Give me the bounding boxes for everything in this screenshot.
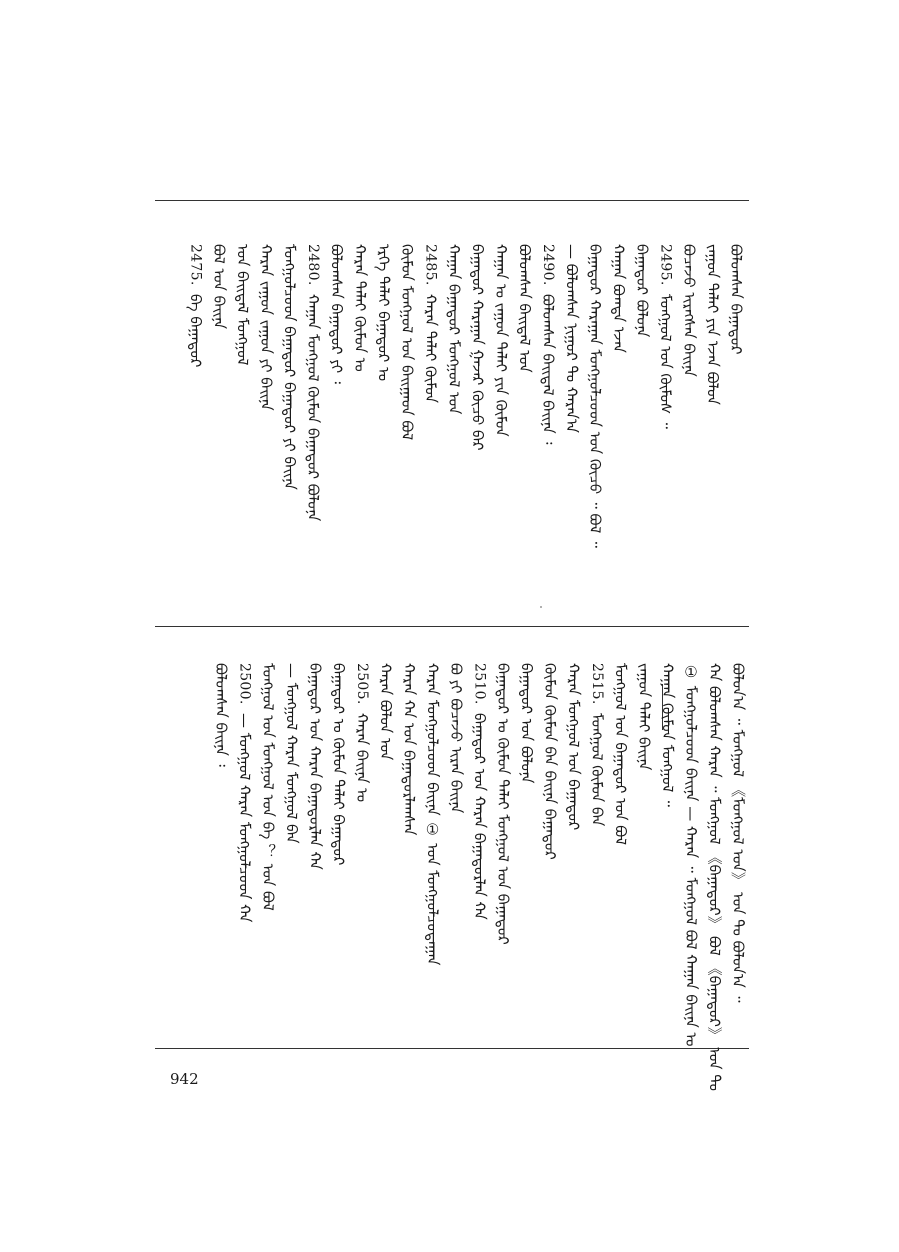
verse-line xyxy=(279,244,301,490)
verse-text: ᠬᠠᠭᠠᠨ ᠪᠣᠭᠳᠠ ᠡᠵᠡᠨ xyxy=(609,244,628,353)
verse-line xyxy=(563,663,585,830)
verse-line xyxy=(420,244,442,403)
verse-text: ᠪᠣᠯᠤᠭᠰᠠᠨ ᠪᠠᠢᠨᠠ ᠄ xyxy=(212,663,230,767)
verse-text: ᠬᠠᠷᠠᠨ ᠪᠠᠢᠨᠠ ᠤ xyxy=(353,712,371,802)
verse-text: ① ᠮᠣᠩᠭᠣᠯᠴᠤᠳ ᠪᠠᠢᠨᠠ — ᠬᠠᠷᠠᠨ ᠃ ᠮᠣᠩᠭᠣᠯ ᠪᠣᠯ ᠬᠠᠭᠠᠨ ᠪᠠᠢᠨᠠ ᠤ xyxy=(682,663,700,1047)
verse-line xyxy=(255,244,277,411)
verse-text: ᠮᠣᠩᠭᠣᠯ ᠤᠨ ᠬᠦᠮᠦᠰ ᠃ xyxy=(656,293,675,429)
verse-text: ᠪᠣᠯᠤᠭᠰᠠᠨ ᠪᠠᠭᠠᠳᠤᠷ ᠶᠢ ᠄ xyxy=(327,244,346,384)
verse-line xyxy=(445,663,467,813)
verse-line xyxy=(326,244,348,384)
verse-line xyxy=(328,663,350,865)
verse-line xyxy=(586,663,608,826)
line-number: 2480. xyxy=(305,244,321,286)
line-number: 2490. xyxy=(540,244,556,286)
verse-text: ᠬᠠᠭᠠᠨ ᠮᠣᠩᠭᠣᠯ ᠬᠦᠮᠦᠨ ᠪᠠᠭᠠᠳᠤᠷ ᠪᠣᠯᠤᠨᠠ xyxy=(304,293,322,521)
line-number: 2500. xyxy=(236,663,253,705)
verse-text: ᠪᠠᠭᠠᠳᠤᠷ ᠤᠨ ᠬᠠᠷᠠᠨ ᠪᠠᠭᠠᠳᠤᠷᠯᠠᠨ ᠬᠠ xyxy=(306,663,324,870)
verse-line xyxy=(351,663,373,802)
verse-line xyxy=(185,244,207,367)
verse-text: ᠪᠠᠭᠠᠳᠤᠷ ᠤᠨ ᠪᠣᠯᠤᠨᠠ xyxy=(517,663,536,784)
verse-text: ᠬᠦᠮᠦᠨ ᠮᠣᠩᠭᠣᠯ ᠤᠨ ᠪᠠᠢᠭᠠᠳ ᠪᠣᠯ xyxy=(398,244,416,441)
verse-text: ᠪᠠᠭᠠᠳᠤᠷ ᠬᠠᠷᠠᠭᠠᠨ ᠭᠠᠵᠠᠷ ᠬᠦᠴᠦ ᠪᠡᠷ xyxy=(468,244,487,451)
verse-line xyxy=(610,663,632,845)
verse-text: ᠤᠨ ᠪᠠᠢᠳᠠᠯ ᠮᠣᠩᠭᠣᠯ xyxy=(233,244,252,366)
verse-text: ᠮᠣᠩᠭᠣᠯ ᠤᠨ ᠮᠣᠩᠭᠣᠯ ᠤᠨ ᠪᠠ ？ ᠤᠨ ᠪᠣᠯ xyxy=(259,663,277,911)
verse-text: ᠬᠠᠷᠠᠨ ᠮᠣᠩᠭᠣᠯᠴᠤᠳ ᠪᠠᠢᠨᠠ ① ᠤᠨ ᠮᠣᠩᠭᠣᠯᠴᠤᠳᠠᠭᠠᠨ xyxy=(423,663,442,966)
verse-text: ᠪᠣᠯᠤᠭᠰᠠᠨ ᠪᠠᠭᠠᠳᠤᠷ xyxy=(727,244,745,355)
verse-text: ᠵᠠᠭᠤᠨ ᠳᠠᠯᠠᠢ ᠪᠠᠢᠨᠠ xyxy=(635,663,653,771)
verse-text: ᠬᠠᠷᠠᠨ ᠮᠣᠩᠭᠣᠯ ᠤᠨ ᠪᠠᠭᠠᠳᠤᠷ xyxy=(564,663,583,831)
verse-text: ᠪᠣᠯ ᠤᠨ ᠪᠠᠢᠨᠠ xyxy=(210,244,228,330)
verse-text: ᠬᠠᠷᠠᠨ ᠳᠠᠯᠠᠢ ᠬᠦᠮᠦᠨ xyxy=(421,293,440,403)
verse-line xyxy=(657,663,679,807)
verse-text: ᠪᠤ ᠶᠢ ᠪᠤᠴᠠᠵᠤ ᠢᠷᠡᠨ ᠪᠠᠢᠨᠠ xyxy=(447,663,465,814)
verse-text: ᠪᠠ ᠪᠠᠭᠠᠳᠤᠷ xyxy=(186,293,205,367)
bottom-rule xyxy=(155,1048,749,1049)
verse-line xyxy=(516,663,538,783)
verse-line xyxy=(514,244,536,373)
verse-text: ᠪᠣᠯᠤᠭᠰᠠᠨ ᠪᠠᠢᠳᠠᠯ ᠤᠨ xyxy=(515,244,534,373)
verse-text: ᠬᠠᠷᠠᠨ ᠵᠠᠭᠤᠨ ᠵᠠᠭᠤᠨ ᠶᠢ ᠪᠠᠢᠨᠠ xyxy=(257,244,275,411)
verse-text: ᠪᠣᠯᠤᠭᠰᠠᠨ ᠪᠠᠢᠳᠠᠯ ᠪᠠᠢᠨᠠ ᠄ xyxy=(539,293,557,445)
verse-text: ᠡᠷᠬᠡ ᠳᠠᠯᠠᠢ ᠪᠠᠭᠠᠳᠤᠷ ᠤ xyxy=(374,244,393,382)
verse-line xyxy=(469,663,491,919)
verse-line xyxy=(561,244,583,433)
line-number: 2510. xyxy=(471,663,488,705)
verse-text: ᠬᠠᠭᠠᠨ ᠬᠦᠮᠦᠨ ᠮᠣᠩᠭᠣᠯ ᠃ xyxy=(658,663,677,807)
verse-line xyxy=(492,663,514,945)
verse-line xyxy=(678,244,700,377)
line-number: 2495. xyxy=(657,244,674,286)
verse-text: ᠪᠠᠭᠠᠳᠤᠷ ᠤ ᠬᠦᠮᠦᠨ ᠳᠠᠯᠠᠢ ᠪᠠᠭᠠᠳᠤᠷ xyxy=(329,663,348,866)
line-number: 2505. xyxy=(354,663,370,705)
verse-line xyxy=(631,244,653,337)
verse-text: ᠮᠣᠩᠭᠣᠯ ᠤᠨ ᠪᠠᠭᠠᠳᠤᠷ ᠤᠨ ᠪᠣᠯ xyxy=(611,663,630,846)
verse-line xyxy=(234,663,256,922)
verse-line xyxy=(210,663,232,767)
verse-line xyxy=(257,663,279,911)
verse-line xyxy=(304,663,326,870)
line-number: 2485. xyxy=(422,244,439,286)
verse-line xyxy=(725,244,747,355)
verse-text: ᠬᠠᠭᠠᠨ ᠤ ᠵᠠᠭᠤᠨ ᠳᠠᠯᠠᠢ ᠶᠢᠨ ᠬᠦᠮᠦᠨ xyxy=(492,244,510,437)
page-number: 942 xyxy=(170,1070,199,1088)
verse-line xyxy=(680,663,702,1047)
verse-text: ᠪᠤᠴᠠᠵᠤ ᠢᠷᠡᠭᠰᠡᠨ ᠪᠠᠢᠨᠠ xyxy=(680,244,698,377)
verse-line xyxy=(584,244,606,548)
verse-line xyxy=(208,244,230,329)
verse-text: ᠪᠠᠭᠠᠳᠤᠷ ᠤᠨ ᠬᠠᠷᠠᠨ ᠪᠠᠭᠠᠳᠤᠷᠯᠠᠨ ᠬᠠ xyxy=(470,712,489,920)
verse-line xyxy=(302,244,324,521)
verse-text: — ᠮᠣᠩᠭᠣᠯ ᠬᠠᠷᠠᠨ ᠮᠣᠩᠭᠣᠯ ᠪᠠᠨ xyxy=(282,663,301,844)
verse-line xyxy=(537,244,559,444)
verse-line xyxy=(633,663,655,770)
verse-text: ᠬᠠ ᠪᠣᠯᠤᠭᠰᠠᠨ ᠬᠠᠷᠠᠨ ᠃ ᠮᠣᠩᠭᠣᠯ 《ᠪᠠᠭᠠᠳᠤᠷ》 ᠪᠣᠯ 《ᠪᠠᠭᠠᠳᠤᠷ》 ᠤᠨ ᠲᠤ xyxy=(705,663,724,1091)
verse-text: ᠪᠠᠭᠠᠳᠤᠷ ᠪᠣᠯᠤᠨᠠ xyxy=(633,244,651,338)
verse-line xyxy=(396,244,418,440)
verse-text: ᠬᠠᠷᠠᠨ ᠪᠣᠯᠤᠨ ᠤᠨ xyxy=(376,663,395,761)
line-number: 2515. xyxy=(589,663,605,705)
verse-line xyxy=(375,663,397,760)
verse-line xyxy=(281,663,303,843)
verse-line xyxy=(727,663,749,1002)
verse-text: ᠮᠣᠩᠭᠣᠯᠴᠤᠳ ᠪᠠᠭᠠᠳᠤᠷ ᠪᠠᠭᠠᠳᠤᠷ ᠶᠢ ᠪᠠᠢᠨᠠ xyxy=(280,244,299,490)
verse-line xyxy=(539,663,561,860)
verse-text: ᠬᠠᠭᠠᠨ ᠪᠠᠭᠠᠳᠤᠷ ᠮᠣᠩᠭᠣᠯ ᠤᠨ xyxy=(445,244,463,415)
line-number: 2475. xyxy=(187,244,204,286)
verse-text: ᠬᠠᠷᠠᠨ ᠳᠠᠯᠠᠢ ᠬᠦᠮᠦᠨ ᠤ xyxy=(351,244,369,372)
verse-text: ᠪᠠᠭᠠᠳᠤᠷ ᠤ ᠬᠦᠮᠦᠨ ᠳᠠᠯᠠᠢ ᠮᠣᠩᠭᠣᠯ ᠤᠨ ᠪᠠᠭᠠᠳᠤᠷ xyxy=(494,663,512,945)
verse-text: — ᠪᠣᠯᠤᠭᠰᠠᠨ ᠨᠢᠭᠤᠷ ᠲᠤ ᠬᠠᠷᠠᠨ᠎ᠠ xyxy=(562,244,581,433)
verse-line xyxy=(702,244,724,405)
verse-line xyxy=(349,244,371,372)
middle-rule xyxy=(155,626,749,627)
verse-line xyxy=(655,244,677,428)
verse-text: ᠮᠣᠩᠭᠣᠯ ᠬᠦᠮᠦᠨ ᠪᠠᠨ xyxy=(588,712,606,826)
verse-line xyxy=(490,244,512,437)
verse-text: ᠬᠦᠮᠦᠨ ᠬᠦᠮᠦᠨ ᠪᠠᠨ ᠪᠠᠢᠨᠠ ᠪᠠᠭᠠᠳᠤᠷ xyxy=(541,663,559,860)
verse-text: — ᠮᠣᠩᠭᠣᠯ ᠬᠠᠷᠠᠨ ᠮᠣᠩᠭᠣᠯᠴᠤᠳ ᠬᠠ xyxy=(235,712,254,923)
verse-line xyxy=(232,244,254,365)
verse-text: ᠪᠠᠭᠠᠳᠤᠷ ᠬᠠᠷᠠᠭᠠᠨ ᠮᠣᠩᠭᠣᠯᠴᠤᠳ ᠤᠨ ᠬᠦᠴᠦ ᠃ ᠪᠣᠯ ᠃ xyxy=(586,244,604,548)
verse-text: ᠪᠣᠯᠤᠨ᠎ᠠ ᠃ ᠮᠣᠩᠭᠣᠯ 《ᠮᠣᠩᠭᠣᠯ ᠤᠨ》 ᠤᠨ ᠲᠤ ᠪᠣᠯᠤᠨ᠎ᠠ ᠃ xyxy=(729,663,747,1003)
verse-line xyxy=(398,663,420,835)
verse-text: ᠬᠠᠷᠠᠨ ᠬᠠ ᠤᠨ ᠪᠠᠭᠠᠳᠤᠷᠯᠠᠭᠰᠠᠨ xyxy=(400,663,418,836)
verse-line xyxy=(373,244,395,381)
verse-line xyxy=(608,244,630,353)
verse-line xyxy=(704,663,726,1091)
verse-line xyxy=(422,663,444,965)
verse-line xyxy=(443,244,465,414)
speck xyxy=(540,606,542,608)
verse-text: ᠵᠠᠭᠤᠨ ᠳᠠᠯᠠᠢ ᠶᠢᠨ ᠡᠵᠡᠨ ᠪᠣᠯᠣᠨ xyxy=(703,244,722,405)
top-rule xyxy=(155,200,749,201)
verse-line xyxy=(467,244,489,450)
